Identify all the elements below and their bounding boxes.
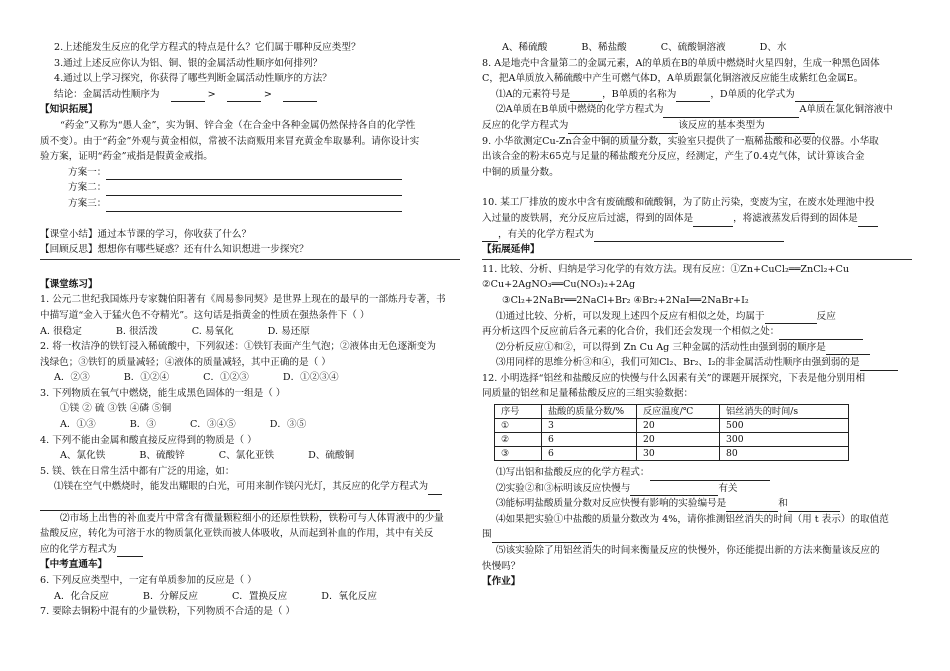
- answer-blank[interactable]: [482, 230, 498, 242]
- question-3: 3.通过上述反应你认为铝、铜、银的金属活动性顺序如何排列？: [54, 57, 323, 69]
- question-11-3-text: ⑶用同样的思维分析③和④，我们可知Cl₂、Br₂、I₂的非金属活动性顺序由强到弱的是: [496, 357, 860, 369]
- option[interactable]: C. 易氧化: [191, 325, 234, 337]
- answer-blank[interactable]: [428, 483, 442, 495]
- question-12-4b-text: 围: [482, 529, 492, 541]
- plan-1-label: 方案一：: [68, 166, 107, 178]
- question-1a: 1. 公元二世纪我国炼丹专家魏伯阳著有《周易参同契》是世界上现在的最早的一部炼丹专著，书: [40, 294, 446, 306]
- question-12-1: [482, 465, 912, 481]
- question-7-options: [482, 40, 912, 56]
- option[interactable]: D. 易还原: [267, 325, 310, 337]
- option[interactable]: C．置换反应: [231, 590, 288, 602]
- question-3-options: [40, 417, 460, 433]
- question-10d: [482, 227, 912, 243]
- option[interactable]: D．①②③④: [282, 372, 339, 384]
- option[interactable]: D、硫酸铜: [308, 450, 355, 462]
- question-5-2c: [40, 542, 460, 558]
- question-5-1: [40, 479, 460, 495]
- question-6: 6. 下列反应类型中，一定有单质参加的反应是（ ）: [40, 575, 257, 586]
- answer-line: [40, 495, 460, 511]
- question-8-1-text: ⑴A的元素符号是: [496, 88, 571, 100]
- divider: [482, 259, 912, 260]
- answer-blank[interactable]: [650, 469, 770, 481]
- table-cell: ②: [495, 433, 542, 447]
- gt-sign: >: [207, 88, 216, 100]
- option[interactable]: D．氧化反应: [321, 590, 377, 602]
- question-12-4a: ⑷如果把实验①中盐酸的质量分数改为 4%，请你推测铝丝消失的时间（用 t 表示）的取值范: [496, 513, 889, 525]
- answer-blank[interactable]: [630, 484, 718, 496]
- table-cell: 500: [720, 419, 849, 433]
- table-cell: 300: [720, 433, 849, 447]
- question-8-2: [482, 102, 912, 118]
- option[interactable]: D．③⑤: [269, 419, 307, 431]
- question-12a: 12. 小明选择“铝丝和盐酸反应的快慢与什么因素有关”的课题开展探究，下表是他分别用相: [482, 372, 866, 384]
- table-cell: ①: [495, 419, 542, 433]
- table-row: [495, 447, 849, 461]
- experiment-table: [494, 404, 849, 461]
- question-11a: 11. 比较、分析、归纳是学习化学的有效方法。现有反应：①Zn+CuCl₂══ZnCl₂+Cu: [482, 263, 850, 275]
- question-3b: ①镁 ② 硫 ③铁 ④磷 ⑤铜: [60, 403, 172, 415]
- question-1-options: [40, 324, 460, 340]
- question-10a: 10. 某工厂排放的废水中含有废硫酸和硫酸铜，为了防止污染，变废为宝，在废水处理池中投: [482, 197, 875, 209]
- plan-2: [40, 180, 460, 196]
- question-10b-text: 入过量的废铁屑，充分反应后过滤，得到的固体是: [482, 212, 694, 224]
- question-9b: 出该合金的粉末65克与足量的稀盐酸充分反应，经测定，产生了0.4克气体，试计算该合金: [482, 151, 865, 163]
- divider: [40, 259, 460, 260]
- question-11-1-text: 反应: [816, 310, 836, 322]
- knowledge-text-1: “药金”又称为“愚人金”，实为铜、锌合金（在合金中各种金属仍然保持各自的化学性: [60, 119, 416, 131]
- question-11-1c-text: 再分析这四个反应前后各元素的化合价，我们还会发现一个相似之处：: [482, 326, 780, 338]
- question-5-2b: 盐酸反应，转化为可溶于水的物质氯化亚铁而被人体吸收，从而起到补血的作用，其中有关反: [40, 528, 434, 540]
- plan-1: [40, 165, 460, 181]
- answer-blank[interactable]: [788, 500, 840, 512]
- question-11-1: [482, 309, 912, 325]
- question-11b: ②Cu+2AgNO₃══Cu(NO₃)₂+2Ag: [482, 279, 636, 291]
- plan-2-label: 方案二：: [68, 182, 107, 194]
- answer-blank[interactable]: [693, 215, 733, 227]
- table-header-row: [495, 405, 849, 419]
- question-8b: C，把A单质放入稀硫酸中产生可燃气体D，A单质跟氯化铜溶液反应能生成紫红色金属E。: [482, 73, 864, 85]
- answer-blank[interactable]: [171, 90, 205, 102]
- question-8-1: [482, 87, 912, 103]
- option[interactable]: D、水: [759, 42, 787, 53]
- section-heading-exam: 【中考直通车】: [40, 559, 108, 571]
- answer-blank[interactable]: [570, 90, 602, 102]
- table-header: 反应温度/℃: [637, 405, 720, 419]
- question-9a: 9. 小华欲测定Cu-Zn合金中铜的质量分数，实验室只提供了一瓶稀盐酸和必要的仪器。小华取: [482, 135, 879, 147]
- answer-blank[interactable]: [227, 90, 261, 102]
- table-cell: 80: [720, 447, 849, 461]
- reflection-line: 【回顾反思】想想你有哪些疑惑？还有什么知识想进一步探究？: [40, 244, 309, 256]
- question-8-3-text: 反应的化学方程式为: [482, 119, 569, 131]
- question-11-2: [482, 340, 912, 356]
- answer-blank[interactable]: [860, 359, 898, 371]
- question-8-3: [482, 118, 912, 134]
- conclusion-label: 结论：金属活动性顺序为: [54, 88, 160, 100]
- option[interactable]: B．①②④: [123, 372, 170, 384]
- question-1b: 中描写道“金入于猛火色不夺精光”。这句话是指黄金的性质在强热条件下（ ）: [40, 309, 370, 321]
- table-header: 铝丝消失的时间/s: [720, 405, 849, 419]
- section-heading-practice: 【课堂练习】: [40, 278, 98, 290]
- question-8-1-text: ，B单质的名称为: [602, 88, 677, 100]
- option[interactable]: B、硫酸锌: [139, 450, 185, 462]
- question-2b: 浅绿色；③铁钉的质量减轻；④液体的质量减轻，其中正确的是（ ）: [40, 356, 331, 368]
- table-cell: 6: [542, 433, 637, 447]
- question-5: 5. 镁、铁在日常生活中都有广泛的用途，如：: [40, 465, 235, 477]
- question-12-3-text: 和: [778, 498, 788, 510]
- table-cell: 3: [542, 419, 637, 433]
- answer-blank[interactable]: [795, 90, 833, 102]
- option[interactable]: A、稀硫酸: [502, 42, 548, 53]
- question-8-3-text: 该反应的基本类型为: [678, 119, 765, 131]
- answer-blank[interactable]: [594, 230, 784, 242]
- option[interactable]: A、氯化铁: [60, 450, 106, 462]
- option[interactable]: C．③④⑤: [189, 419, 236, 431]
- answer-blank[interactable]: [40, 499, 440, 511]
- answer-blank[interactable]: [826, 343, 870, 355]
- question-12-2-text: ⑵实验②和③标明该反应快慢与: [496, 482, 631, 494]
- plan-2-blank[interactable]: [106, 184, 402, 196]
- question-11-3: [482, 355, 912, 371]
- option[interactable]: C．①②③: [203, 372, 249, 384]
- question-5-2c-text: 应的化学方程式为: [40, 543, 117, 555]
- answer-blank[interactable]: [663, 106, 799, 118]
- question-2-options: [40, 370, 460, 386]
- question-10d-text: ，有关的化学方程式为: [498, 228, 594, 240]
- table-cell: ③: [495, 447, 542, 461]
- conclusion-line: [40, 87, 460, 103]
- question-4: 4. 下列不能由金属和酸直接反应得到的物质是（ ）: [40, 434, 257, 446]
- question-8-1-text: ，D单质的化学式为: [710, 88, 795, 100]
- question-12-1-text: ⑴写出铝和盐酸反应的化学方程式：: [496, 467, 650, 479]
- question-2: 2.上述能发生反应的化学方程式的特点是什么？它们属于哪种反应类型？: [54, 42, 361, 53]
- option[interactable]: A．②③: [54, 372, 90, 384]
- option[interactable]: B. 很活泼: [115, 325, 158, 337]
- question-12-2-text: 有关: [718, 482, 738, 494]
- section-heading-extension: 【拓展延伸】: [482, 244, 540, 256]
- question-11-1c: [482, 324, 912, 340]
- table-header: 盐酸的质量分数/%: [542, 405, 637, 419]
- question-4: 4.通过以上学习探究，你获得了哪些判断金属活动性顺序的方法？: [54, 73, 332, 85]
- knowledge-text-3: 验方案，证明“药金”戒指是假黄金戒指。: [40, 151, 213, 163]
- question-8a: 8. A是地壳中含量第二的金属元素，A的单质在B的单质中燃烧时火星四射，生成一种黑色固体: [482, 57, 880, 69]
- right-column: [482, 40, 912, 590]
- plan-3-blank[interactable]: [106, 200, 402, 212]
- answer-blank[interactable]: [492, 531, 592, 543]
- question-10c-text: ，将滤液蒸发后得到的固体是: [733, 212, 858, 224]
- left-column: [40, 40, 460, 620]
- question-11-1-text: ⑴通过比较、分析，可以发现上述四个反应有相似之处，均属于: [496, 310, 765, 322]
- question-11c: ③Cl₂+2NaBr══2NaCl+Br₂ ④Br₂+2NaI══2NaBr+I₂: [502, 294, 749, 306]
- table-cell: 20: [637, 419, 720, 433]
- gt-sign: >: [263, 88, 272, 100]
- table-header: 序号: [495, 405, 542, 419]
- question-5-1-text: ⑴镁在空气中燃烧时，能发出耀眼的白光，可用来制作镁闪光灯，其反应的化学方程式为: [54, 481, 429, 493]
- question-7: 7. 要除去铜粉中混有的少量铁粉，下列物质不合适的是（ ）: [40, 606, 296, 618]
- table-row: [495, 419, 849, 433]
- answer-blank[interactable]: [676, 90, 710, 102]
- section-heading-knowledge: 【知识拓展】: [40, 104, 98, 116]
- answer-blank[interactable]: [779, 328, 863, 340]
- option[interactable]: C、硫酸铜溶液: [660, 42, 726, 53]
- option[interactable]: B．分解反应: [142, 590, 198, 602]
- question-3a: 3. 下列物质在氧气中燃烧，能生成黑色固体的一组是（ ）: [40, 387, 286, 399]
- plan-3-label: 方案三：: [68, 197, 107, 209]
- option[interactable]: B．③: [129, 419, 156, 431]
- question-8-2-text: A单质在氯化铜溶液中: [799, 104, 893, 116]
- question-12-3-text: ⑶能标明盐酸质量分数对反应快慢有影响的实验编号是: [496, 498, 727, 510]
- question-12-5b: 快慢吗？: [482, 560, 521, 572]
- answer-blank[interactable]: [283, 90, 317, 102]
- answer-blank[interactable]: [858, 215, 878, 227]
- question-4-options: [40, 448, 460, 464]
- question-2a: 2. 将一枚洁净的铁钉浸入稀硫酸中，下列叙述：①铁钉表面产生气泡；②液体由无色逐渐变为: [40, 341, 436, 353]
- question-12b: 同质量的铝丝和足量稀盐酸反应的三组实验数据：: [482, 388, 694, 400]
- question-12-2: [482, 481, 912, 497]
- answer-blank[interactable]: [568, 122, 678, 134]
- question-12-5a: ⑸该实验除了用铝丝消失的时间来衡量反应的快慢外，你还能提出新的方法来衡量该反应的: [496, 545, 880, 557]
- summary-line: 【课堂小结】通过本节课的学习，你收获了什么？: [40, 228, 252, 240]
- question-5-2a: ⑵市场上出售的补血麦片中常含有微量颗粒细小的还原性铁粉，铁粉可与人体胃液中的少量: [60, 512, 444, 524]
- knowledge-text-2: 质不变）。由于“药金”外观与黄金相似，常被不法商贩用来冒充黄金牟取暴利。请你设计实: [40, 135, 420, 147]
- question-6-options: [40, 589, 460, 605]
- option[interactable]: B、稀盐酸: [581, 42, 627, 53]
- option[interactable]: A. 很稳定: [40, 325, 82, 337]
- plan-1-blank[interactable]: [106, 168, 402, 180]
- plan-3: [40, 196, 460, 212]
- option[interactable]: C、氯化亚铁: [218, 450, 275, 462]
- section-heading-homework: 【作业】: [482, 576, 521, 588]
- question-10b: [482, 211, 912, 227]
- answer-blank[interactable]: [117, 545, 143, 557]
- option[interactable]: A．化合反应: [54, 590, 109, 602]
- answer-blank[interactable]: [765, 122, 815, 134]
- question-8-2-text: ⑵A单质在B单质中燃烧的化学方程式为: [496, 104, 664, 116]
- option[interactable]: A．①③: [60, 419, 96, 431]
- question-12-3: [482, 496, 912, 512]
- question-11-2-text: ⑵分析反应①和②，可以得到 Zn Cu Ag 三种金属的活动性由强到弱的顺序是: [496, 341, 826, 353]
- question-12-4b: [482, 527, 912, 543]
- table-cell: 30: [637, 447, 720, 461]
- table-cell: 6: [542, 447, 637, 461]
- answer-blank[interactable]: [765, 312, 817, 324]
- table-row: [495, 433, 849, 447]
- table-cell: 20: [637, 433, 720, 447]
- answer-blank[interactable]: [726, 500, 778, 512]
- question-9c: 中铜的质量分数。: [482, 166, 559, 178]
